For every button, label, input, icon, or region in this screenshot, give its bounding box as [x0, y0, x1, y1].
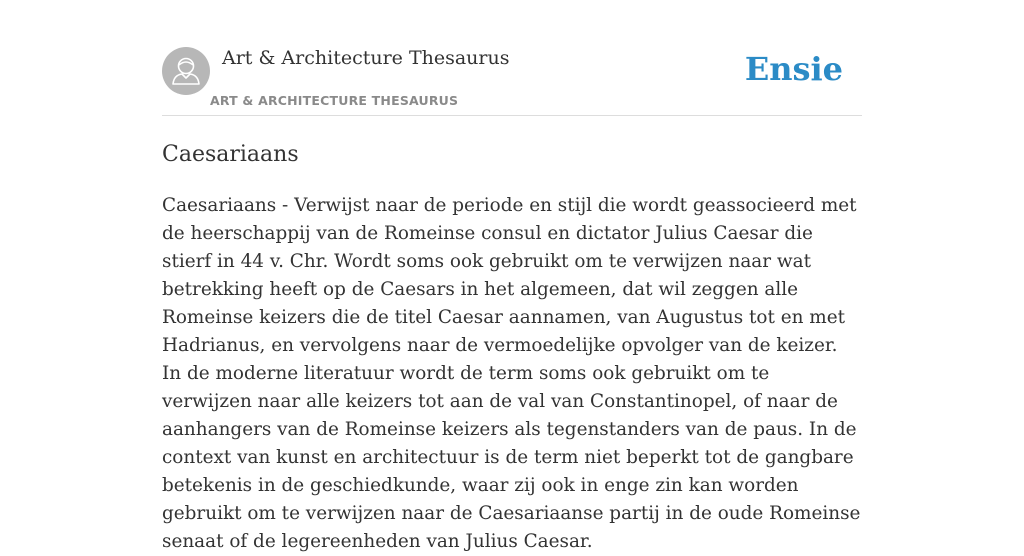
user-icon [162, 47, 210, 95]
source-title[interactable]: Art & Architecture Thesaurus [222, 47, 510, 69]
term-definition: Caesariaans - Verwijst naar de periode en stijl die wordt geassocieerd met de heerschappij van de Romeinse consul en dictator Julius Caesar die stierf in 44 v. Chr. Wordt soms ook gebruikt om te verwijzen naar wat betrekking heeft op de Caesars in het algemeen, dat wil zeggen alle Romeinse keizers die de titel Caesar aannamen, van Augustus tot en met Hadrianus, en vervolgens naar de vermoedelijke opvolger van de keizer. In de moderne literatuur wordt de term soms ook gebruikt om te verwijzen naar alle keizers tot aan de val van Constantinopel, of naar de aanhangers van de Romeinse keizers als tegenstanders van de paus. In de context van kunst en architectuur is de term niet beperkt tot de gangbare betekenis in de geschiedkunde, waar zij ook in enge zin kan worden gebruikt om te verwijzen naar de Caesariaanse partij in de oude Romeinse senaat of de legereenheden van Julius Caesar. [162, 195, 861, 552]
source-subtitle[interactable]: ART & ARCHITECTURE THESAURUS [210, 93, 459, 108]
term-title: Caesariaans [162, 142, 299, 167]
ensie-logo[interactable]: Ensie [744, 50, 843, 88]
entry-header [162, 0, 862, 116]
user-avatar[interactable] [162, 47, 210, 95]
